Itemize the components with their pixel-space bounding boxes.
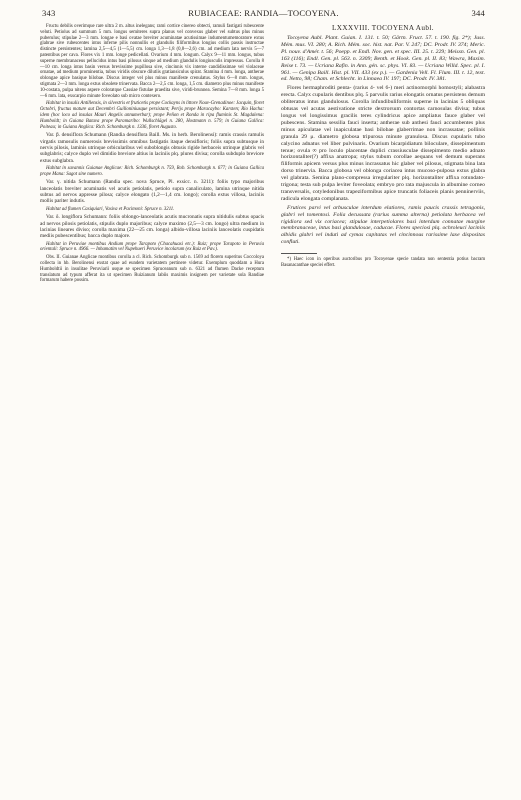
genus-habit: Frutices parvi vel arbusculae interdum elatiores, ramis paucis crassis tetragonis, glabri vel tomentosi. Folia decussata (rarius summa alterna) petiolata herbacea vel rigidiora sed vix coriacea; stipulae interpetiolares basi interdum connatae margine membranaceae, intus basi glandulosae, caducae. Flores speciosi plq. ochroleuci laciniis albidis glabri vel induti ad cymas capitatas vel cincinnous rarissime laxe dispositas confluti. [281,204,485,246]
genus-heading: LXXXVIII. TOCOYENA Aubl. [332,24,434,32]
variety-delta-habitat: Habitat in Peruviae montibus Andium prope Tarapoto (Chacahuasi etc.): Ruiz; prope Tarapoto in Peruvia orientali: Spruce n. 4966. — Inhamatim vel Nupehueri Peruvice incolarum (ex Ruiz et Pav.). [40,241,264,253]
variety-beta-habitat: Habitat in savannis Guianae Anglicae: Rich. Schomburgk n. 759, Rob. Schomburgk n. 677; in Guiana Gallica prope Mana: Sagot sine numero. [40,165,264,177]
observation-paragraph: Obs. II. Guianae Anglicae montibus corolla a cl. Rich. Schomburgk sub n. 1569 ad florem superitus Coccoloya collecta in hb. Berolinensi exstat quae ad eundem varietatem pertinere videtur. Exemplum quoddam a Hura Humboldtii in insulitae Peruviarii usque se specimen Spruceanum sub n. 6321 ad flumen Dacke receptum translatum ad typum afferat ita ut specimen Ruizianum labiis maximis insignem per varietate sola Randiae formarum habere possim. [40,255,264,284]
variety-beta-name: Var. β. densiflora [46,132,83,139]
running-title: RUBIACEAE: RANDIA—TOCOYENA. [188,8,339,18]
genus-synonymy: Tocoyena Aubl. Plant. Guian. I. 131. t. 50; Gärtn. Fruct. 57. t. 190. fig. 2*); Juss. Mém. mus. VI. 280; A. Rich. Mém. soc. hist. nat. Par. V. 247; DC. Prodr. IV. 374; Meric. Pl. nouv. d'Amér. t. 56; Poepp. et Endl. Nov. gen. et spec. III. 25. t. 229; Meissn. Gen. pl. 163 (116); Endl. Gen. pl. 563. n. 3309; Benth. et Hook. Gen. pl. II. 83; Wawra, Maxim. Reise t. 73. — Ucriana Rafin. in Ann. gén. sc. phys. VI. 83. — Ucriana Willd. Spec. pl. I. 961. — Genipa Baill. Hist. pl. VII. 433 (ex p.). — Gardenia Vell. Fl. Flum. III. t. 12, text. ed. Nettо, 98; Cham. et Schlecht. in Linnaea IV. 197; DC. Prodr. IV. 381. [281,35,485,83]
variety-gamma [40,179,264,204]
variety-gamma-habitat: Habitat ad flumen Casiquiari, Vasiva et Pacimoni: Spruce n. 3211. [46,206,175,212]
footnote-rule [281,253,317,254]
variety-beta [40,132,264,163]
page-number-left: 343 [42,8,56,18]
variety-delta-text: Schumann: foliis oblongo-lanceolatis acutis mucronatis supra nitidulis subtus opacis ad nervos pilosis petiolatis, stipulis duplo majoribus; calyce maximo (2,5—3 cm. longo) ultra medium in lacinias lineares diviso; corolla maxima (22—25 cm. longa) albido-villosa laciniis lanceolatis cuspidatis mediis pubescentibus; bacca duplo majore. [40,214,264,240]
randia-description: Fructu debilis overimque rare ultra 2 m. altus inelegans; rami cortice cinereo obtecti, ramuli fastigati rubescente veluti. Petiolus ad summum 5 mm. longus semiteres supra planus vel convexus glaber vel subtus plus minus puberulus; stipulae 2—3 mm. longae e basi ovatae breviter acuminatae acutissimae indumentumemoratore extus glabrae sive rubescentes intus inferne pilis nonnullis et glandulis filiformibus longius collis passis instructae distincte persistentes; lamina 2,5—4,5 (1—5,5) cm. longa 1,3—1,8 (0,8—2,6) cm. ad medium lata nervis 5—7 patentibus per cava. Flores vix 1 mm. longe pedicellati. Ovarium 4 mm. longum. Calyx 9—11 mm. longus, tubus superne membranaceus pellucidus intus basi pilosus sinque ad medium glandulis longiusculis impressus. Corolla 8—10 cm. longa intus basin versus brevissime pupillosa sive, cincinnis vix interne candidissimae vel violaceae ornatae, ad medium prominentia, tubus viridis obscure dilutiis gratiansiculus spirat. Stamina 4 mm. longa, antherae oblongae apice basique bilobae. Discus integer vel plus minus manifeste crenulatus. Stylus 6—8 mm. longus, stigmata 2—3 mm. longa extus obsolete trinervata. Bacca 2—2,5 cm. longa, 1,5 cm. diametro plus minus manifeste 10-costata, pulpa nitens aspere coloratque Cassiae fistulae praedita sive, viridi-brunnea. Semina 7—8 mm. longa 5—6 mm. lata, exscarpio minute foveolato sub micro contexero. [40,24,264,99]
genus-description: Flores hermaphroditi pentа- (rarius 4- vel 6-) meri actinomorphi homostyli; alabastra erecta. Calyx cupularis dentibus plq. 5 parvulis rarius elongatis ornatus persistens demum obliteratus intus glandulosus. Corolla infundibuliformis superne in lacinias 5 obliquas obtusas vel acutas aestivatione stricte dextrorsum contortas carnosulas divisa; tubus longus vel longissimus gracilis teres cylindricus apice ampliatus fauce glaber vel pubescens. Stamina sessilia fauci inserta; antherae sub anthesi fauci accumbentes plus minus apiculatae vel inapiculatae basi bilobae glaberrimae non incrassatae; pollinis granula 29 μ. diametro globosa tripurosa minute granulosa. Discus cupularis tubo calycino adnatus vel liber pulvinaris. Ovarium bicarpidiatum biloculare, dissepimentum tenue; ovula ∞ pro loculo placentae duplici crassiusculae dissepimento medio adnato horizontaliter(?) affixa anatropa; stylus tubum corollae aequans vel demum superans filiformis apicem versus plus minus incrassatus hic glaber vel pilosus, stigmata bina lata dorso trinervia. Bacca globosa vel oblonga coriacea intus mucoso-pulposa extus glabra vel glabrata. Semina plano-compressa irregulariter plq. horizontaliter affixa rotundato-trigona; testa sub pulpa leviter foveolata; embryo pro rata majuscula in albumine corneo transversalis, cotyledonibus trapeziformibus apice truncatis foliaceis planis penninerviis, radicula elongata complanata. [281,85,485,202]
left-column [40,24,264,286]
variety-delta [40,214,264,239]
page-number-right: 344 [471,8,485,18]
habitat-paragraph: Habitat in insulis Antillensis, in silvestris et fruticetis prope Cockayns in littore Nouv-Grenadinoe: Jacquin, floret Octobri, fructus mature aut Decembri Guilloniniusque persistant; Perijs prope Maracaybo: Karsten; Rio Hacha: idem (hoc loco ad insulas Mauri Angelis annumerbar); prope Peñon et Ronda in ripa fluminis St. Magdalena: Humboldt; in Guiana Batava prope Paramaribo: Wullschlägel n. 280, Hostmann n. 579; in Guiana Gallica: Poiteau; in Guiana Anglica: Rich. Schomburgk n. 1336, floret Augusto. [40,101,264,130]
variety-gamma-text: Schumann (Randia spec. nova Spruce, Pl. exsicc. n. 3211): foliis typo majoribus lanceolatis breviter acuminatis vel acutis petiolatis, petiolo supra canaliculato, lamina utrinque nitida subtus ad nervos appresse pilosa; calyce elongato (1,2—1,4 cm. longo); corolla extus villosa, laciniis mollis pariter indutis. [40,179,265,205]
variety-beta-text: Schumann (Randia densiflora Baill. Ms. in herb. Berolinensi): ramis crassis ramulis virgatis ramosulis numerosis brevissimis omnibus fastigatis itaque densifloris; foliis supra subtusque in nervis pilosis, laminis utrinque orbicularibus vel suboblongis obtusis rigide herbaceis utrinque glabris vel subglabris; calyce duplo vel dimidio breviore altius in laciniis plq. plures divisa; corolla subduplo breviore extus subglabra. [40,132,264,164]
variety-delta-name: Var. δ. longiflora [46,214,83,221]
right-column [281,24,485,268]
variety-gamma-name: Var. γ. nitida [46,179,76,186]
page-header [42,8,485,22]
footnote: *) Haec icon in operibus auctoribus pro Tocoyenae specie tandata non sententia potius bacram Basanacanthae speciei effert. [281,257,485,268]
